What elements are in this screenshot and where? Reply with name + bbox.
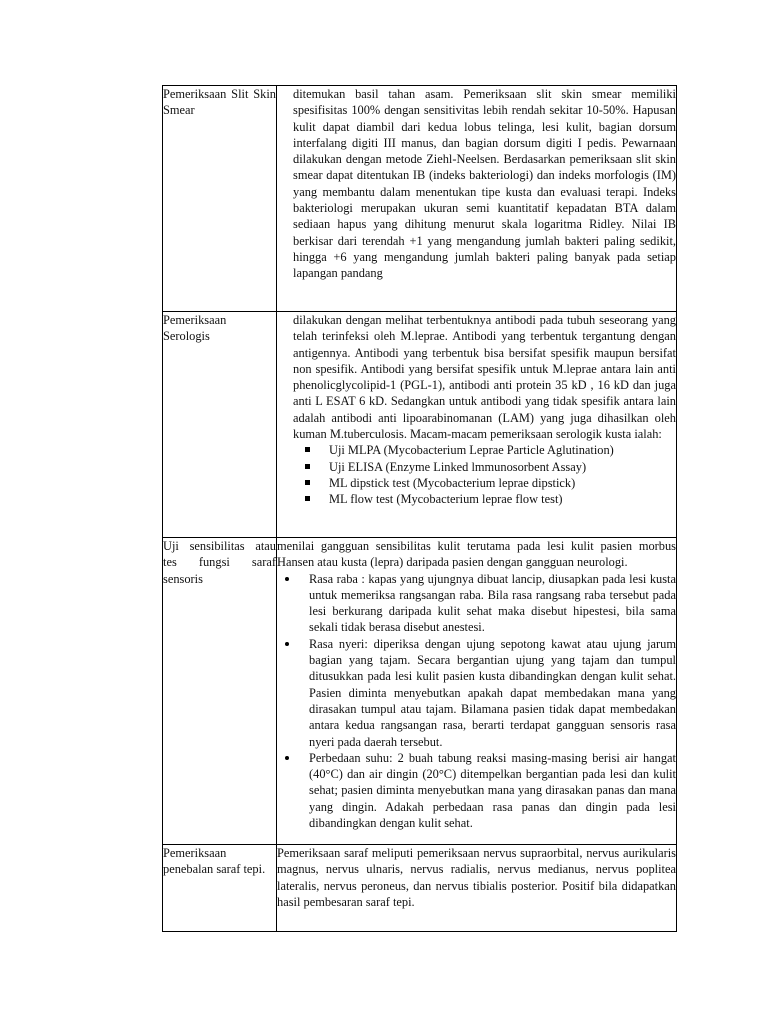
list-item: Perbedaan suhu: 2 buah tabung reaksi masing-masing berisi air hangat (40°C) dan air dingin (20°C) ditempelkan bergantian pada lesi dan kulit sehat; pasien diminta menyebutkan mana yang dirasakan panas dan mana yang dingin. Adakah perbedaan rasa panas dan dingin pada lesi dibandingkan dengan kulit sehat. (277, 750, 676, 831)
table-row-slit-skin-smear (163, 86, 677, 312)
row-content (277, 538, 677, 845)
serology-test-list (293, 442, 676, 507)
list-item: Rasa nyeri: diperiksa dengan ujung sepotong kawat atau ujung jarum bagian yang tajam. Secara bergantian ujung yang tajam dan tumpul ditusukkan pada lesi kulit pasien kusta dibandingkan dengan kulit sehat. Pasien diminta menyebutkan apakah dapat membedakan mana yang dirasakan tumpul atau tajam. Bilamana pasien tidak dapat membedakan antara kedua rangsangan rasa, berarti terdapat gangguan sensoris rasa nyeri pada daerah tersebut. (277, 636, 676, 750)
table-row-penebalan-saraf (163, 845, 677, 932)
row-content (277, 86, 677, 312)
table-row-serologis (163, 312, 677, 538)
content-paragraph: menilai gangguan sensibilitas kulit terutama pada lesi kulit pasien morbus Hansen atau kusta (lepra) daripada pasien dengan gangguan neurologi. (277, 539, 676, 570)
row-label: Pemeriksaan Slit Skin Smear (163, 86, 277, 312)
row-content (277, 845, 677, 932)
list-item: Rasa raba : kapas yang ujungnya dibuat lancip, diusapkan pada lesi kusta untuk memeriksa rangsangan raba. Bila rasa rangsang raba tersebut pada lesi berkurang daripada kulit sehat maka disebut hipestesi, bila sama sekali tidak berasa disebut anestesi. (277, 571, 676, 636)
content-paragraph: dilakukan dengan melihat terbentuknya antibodi pada tubuh seseorang yang telah terinfeksi oleh M.leprae. Antibodi yang terbentuk tergantung dengan antigennya. Antibodi yang terbentuk bisa bersifat spesifik maupun bersifat non spesifik. Antibodi yang bersifat spesifik untuk M.leprae antara lain anti phenolicglycolipid-1 (PGL-1), antibodi anti protein 35 kD , 16 kD dan juga anti L ESAT 6 kD. Sedangkan untuk antibodi yang tidak spesifik antara lain adalah antibodi anti lipoarabinomanan (LAM) yang juga dihasilkan oleh kuman M.tuberculosis. Macam-macam pemeriksaan serologik kusta ialah: (293, 313, 676, 442)
row-label: Pemeriksaan Serologis (163, 312, 277, 538)
sensory-test-list (277, 571, 676, 832)
list-item: Uji ELISA (Enzyme Linked lmmunosorbent Assay) (303, 459, 676, 475)
row-label: Pemeriksaan penebalan saraf tepi. (163, 845, 277, 932)
table-row-sensibilitas (163, 538, 677, 845)
list-item: Uji MLPA (Mycobacterium Leprae Particle Aglutination) (303, 442, 676, 458)
content-paragraph: Pemeriksaan saraf meliputi pemeriksaan nervus supraorbital, nervus aurikularis magnus, nervus ulnaris, nervus radialis, nervus medianus, nervus poplitea lateralis, nervus peroneus, dan nervus tibialis posterior. Positif bila didapatkan hasil pembesaran saraf tepi. (277, 846, 676, 909)
list-item: ML dipstick test (Mycobacterium leprae dipstick) (303, 475, 676, 491)
content-paragraph: ditemukan basil tahan asam. Pemeriksaan slit skin smear memiliki spesifisitas 100% dengan sensitivitas lebih rendah sekitar 10-50%. Hapusan kulit dapat diambil dari kedua lobus telinga, lesi kulit, bagian dorsum interfalang digiti III manus, dan bagian dorsum digiti I pedis. Pewarnaan dilakukan dengan metode Ziehl-Neelsen. Berdasarkan pemeriksaan slit skin smear dapat ditentukan IB (indeks bakteriologi) dan indeks morfologis (IM) yang membantu dalam menentukan tipe kusta dan evaluasi terapi. Indeks bakteriologi merupakan ukuran semi kuantitatif kepadatan BTA dalam sediaan hapus yang dihitung menurut skala logaritma Ridley. Nilai IB berkisar dari terendah +1 yang mengandung jumlah bakteri paling sedikit, hingga +6 yang mengandung jumlah bakteri paling banyak pada setiap lapangan pandang (293, 87, 676, 281)
document-table (162, 85, 677, 932)
row-label: Uji sensibilitas atau tes fungsi saraf sensoris (163, 538, 277, 845)
list-item: ML flow test (Mycobacterium leprae flow test) (303, 491, 676, 507)
row-content (277, 312, 677, 538)
